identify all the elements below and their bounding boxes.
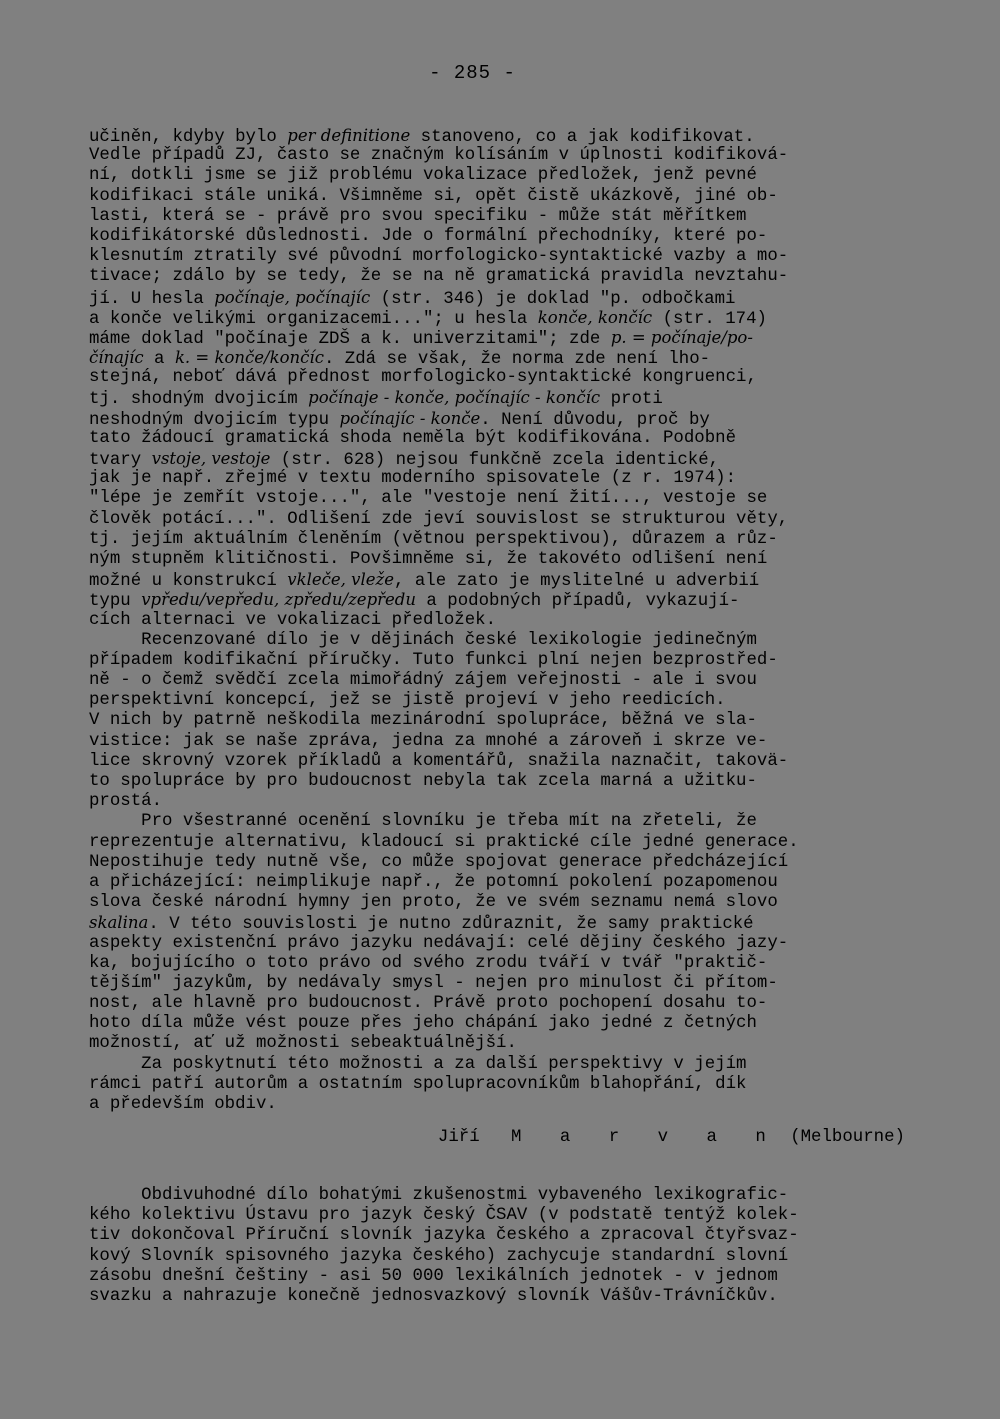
text-line: ně - o čemž svědčí zcela mimořádný zájem veřejnosti - ale i svou [89,671,757,691]
text-line: jak je např. zřejmé v textu moderního spisovatele (z r. 1974): [89,469,737,489]
text-line: tějším" jazykům, by nedávaly smysl - nejen pro minulost či přítom- [89,973,778,993]
text-line: ným stupněm klitičnosti. Povšimněme si, že takovéto odlišení není [89,549,768,569]
next-review-text [89,1186,919,1307]
text-line: Pro všestranné ocenění slovníku je třeba mít na zřeteli, že [89,812,757,832]
text-line: tj. jejím aktuálním členěním (větnou perspektivou), důrazem a růz- [89,529,778,549]
text-line: "lépe je zemřít vstoje...", ale "vestoje není žití..., vestoje se [89,489,768,509]
text-line: reprezentuje alternativu, kladoucí si praktické cíle jedné generace. [89,832,799,852]
author-signature [89,1128,919,1148]
text-line: zásobu dnešní češtiny - asi 50 000 lexikálních jednotek - v jednom [89,1266,778,1286]
text-line: Nepostihuje tedy nutně vše, co může spojovat generace předcházející [89,852,789,872]
signature-location: (Melbourne) [790,1128,905,1147]
text-line: možností, ať už možnosti sebeaktuálnější. [89,1034,517,1054]
text-line: jí. U hesla počínaje, počínajíc (str. 346) je doklad "p. odbočkami [89,287,736,309]
text-line: a přicházející: neimplikuje např., že potomní pokolení pozapomenou [89,872,778,892]
text-line: tivace; zdálo by se tedy, že se na ně gramatická pravidla nevztahu- [89,267,789,287]
text-line: tj. shodným dvojicím počínaje - konče, počínajíc - končíc proti [89,388,663,410]
text-line: cích alternaci ve vokalizaci předložek. [89,610,497,630]
text-line: tvary vstoje, vestoje (str. 628) nejsou funkčně zcela identické, [89,449,720,470]
text-line: skalina. V této souvislosti je nutno zdůraznit, že samy praktické [89,913,754,935]
text-line: tiv dokončoval Příruční slovník jazyka českého a zpracoval čtyřsvaz- [89,1226,799,1246]
text-line: učiněn, kdyby bylo per definitione stanoveno, co a jak kodifikovat. [89,126,755,147]
text-line: perspektivní koncepcí, jež se jistě projeví v jeho reedicích. [89,691,726,711]
text-line: máme doklad "počínaje ZDŠ a k. univerzitami"; zde p. = počínaje/po- [89,327,753,349]
text-line: kodifikaci stále uniká. Všimněme si, opět čistě ukázkově, jiné ob- [89,186,778,206]
text-line: kého kolektivu Ústavu pro jazyk český ČSAV (v podstatě tentýž kolek- [89,1206,799,1226]
review-body-text [89,126,919,1115]
text-line: ní, dotkli jsme se již problému vokalizace předložek, jenž pevné [89,166,757,186]
text-line: klesnutím ztratily své původní morfologicko-syntaktické vazby a mo- [89,247,789,267]
text-line: vistice: jak se naše zpráva, jedna za mnohé a zároveň i skrze ve- [89,731,768,751]
text-line: ka, bojujícího o toto právo od svého zrodu tváří v tvář "praktič- [89,953,768,973]
text-line: lice skrovný vzorek příkladů a komentářů, snažila naznačit, takovä- [89,751,789,771]
page-number: - 285 - [429,62,516,84]
text-line: případem kodifikační příručky. Tuto funkci plní nejen bezprostřed- [89,650,778,670]
text-line: aspekty existenční právo jazyku nedávají: celé dějiny českého jazy- [89,933,789,953]
text-line: svazku a nahrazuje konečně jednosvazkový slovník Vášův-Trávníčkův. [89,1286,778,1306]
text-line: rámci patří autorům a ostatním spolupracovníkům blahopřání, dík [89,1074,747,1094]
text-line: Za poskytnutí této možnosti a za další perspektivy v jejím [89,1054,747,1074]
text-line: neshodným dvojicím typu počínajíc - konče. Není důvodu, proč by [89,408,710,430]
text-line: a konče velikými organizacemi..."; u hesla konče, končíc (str. 174) [89,307,767,329]
text-line: typu vpředu/vepředu, zpředu/zepředu a podobných případů, vykazují- [89,590,740,612]
text-line: to spolupráce by pro budoucnost nebyla tak zcela marná a užitku- [89,772,757,791]
text-line: kový Slovník spisovného jazyka českého) zachycuje standardní slovní [89,1246,789,1266]
text-line: hoto díla může vést pouze přes jeho chápání jako jedné z četných [89,1014,757,1034]
signature-last-name: M a r v a n [510,1128,780,1147]
text-line: čínajíc a k. = konče/končíc. Zdá se však, že norma zde není lho- [89,348,711,370]
text-line: Vedle případů ZJ, často se značným kolísáním v úplnosti kodifiková- [89,146,789,166]
text-line: lasti, která se - právě pro svou specifiku - může stát měřítkem [89,206,747,226]
text-line: člověk potácí...". Odlišení zde jeví souvislost se strukturou věty, [89,509,789,529]
text-line: prostá. [89,792,163,812]
text-line: a především obdiv. [89,1095,277,1114]
text-line: možné u konstrukcí vkleče, vleže, ale zato je myslitelné u adverbií [89,570,760,592]
text-line: Obdivuhodné dílo bohatými zkušenostmi vybaveného lexikografic- [89,1186,789,1205]
text-line: tato žádoucí gramatická shoda neměla být kodifikována. Podobně [89,428,737,448]
signature-line [89,1128,905,1148]
signature-first-name: Jiří [437,1128,480,1147]
text-line: V nich by patrně neškodila mezinárodní spolupráce, běžná ve sla- [89,711,757,731]
text-line: stejná, neboť dává přednost morfologicko-syntaktické kongruenci, [89,368,757,388]
text-line: slova české národní hymny jen proto, že ve svém seznamu nemá slovo [89,893,778,913]
text-line: kodifikátorské důslednosti. Jde o formální přechodníky, které po- [89,226,768,246]
text-line: Recenzované dílo je v dějinách české lexikologie jedinečným [89,630,757,650]
text-line: nost, ale hlavně pro budoucnost. Právě proto pochopení dosahu to- [89,994,768,1014]
